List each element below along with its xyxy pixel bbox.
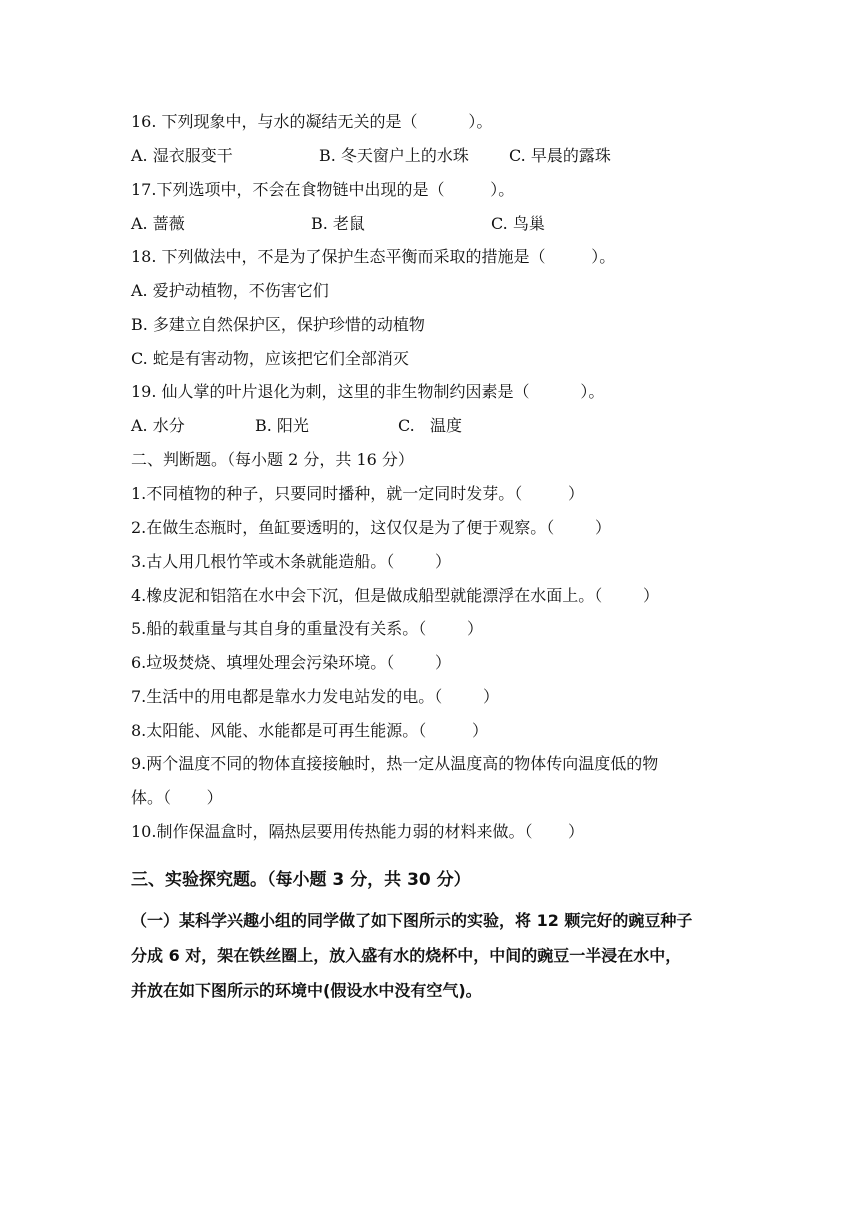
judge-item: 8.太阳能、风能、水能都是可再生能源。（ ） bbox=[131, 721, 489, 740]
q18-option-b: B. 多建立自然保护区，保护珍惜的动植物 bbox=[131, 315, 425, 334]
judge-item: 1.不同植物的种子，只要同时播种，就一定同时发芽。（ ） bbox=[131, 484, 585, 503]
q19-option-a: A. 水分 bbox=[131, 416, 185, 435]
judge-item: 2.在做生态瓶时，鱼缸要透明的，这仅仅是为了便于观察。（ ） bbox=[131, 518, 611, 537]
q16-option-c: C. 早晨的露珠 bbox=[509, 146, 611, 165]
q19-option-b: B. 阳光 bbox=[255, 416, 309, 435]
judge-item: 7.生活中的用电都是靠水力发电站发的电。（ ） bbox=[131, 687, 499, 706]
judge-item: 4.橡皮泥和铝箔在水中会下沉，但是做成船型就能漂浮在水面上。（ ） bbox=[131, 586, 659, 605]
section3-title: 三、实验探究题。（每小题 3 分，共 30 分） bbox=[131, 870, 471, 890]
judge-item: 10.制作保温盒时，隔热层要用传热能力弱的材料来做。（ ） bbox=[131, 822, 585, 841]
q19-option-c: C. 温度 bbox=[398, 416, 463, 435]
section3-intro-line: 并放在如下图所示的环境中(假设水中没有空气)。 bbox=[131, 981, 482, 1000]
judge-item-continuation: 体。（ ） bbox=[131, 788, 223, 807]
q17-option-a: A. 蔷薇 bbox=[131, 214, 185, 233]
judge-item: 3.古人用几根竹竿或木条就能造船。（ ） bbox=[131, 552, 451, 571]
q18-option-a: A. 爱护动植物，不伤害它们 bbox=[131, 281, 329, 300]
judge-item: 5.船的载重量与其自身的重量没有关系。（ ） bbox=[131, 619, 483, 638]
judge-item: 9.两个温度不同的物体直接接触时，热一定从温度高的物体传向温度低的物 bbox=[131, 754, 659, 773]
q17-option-b: B. 老鼠 bbox=[311, 214, 365, 233]
q17-stem: 17.下列选项中，不会在食物链中出现的是（ ）。 bbox=[131, 180, 515, 199]
q16-stem: 16. 下列现象中，与水的凝结无关的是（ ）。 bbox=[131, 112, 493, 131]
section2-title: 二、判断题。（每小题 2 分，共 16 分） bbox=[131, 450, 414, 469]
q16-option-a: A. 湿衣服变干 bbox=[131, 146, 233, 165]
section3-intro-line: 分成 6 对，架在铁丝圈上，放入盛有水的烧杯中，中间的豌豆一半浸在水中， bbox=[131, 946, 682, 965]
q19-stem: 19. 仙人掌的叶片退化为刺，这里的非生物制约因素是（ ）。 bbox=[131, 382, 605, 401]
q17-option-c: C. 鸟巢 bbox=[491, 214, 545, 233]
q18-stem: 18. 下列做法中，不是为了保护生态平衡而采取的措施是（ ）。 bbox=[131, 247, 616, 266]
q18-option-c: C. 蛇是有害动物，应该把它们全部消灭 bbox=[131, 349, 409, 368]
q16-option-b: B. 冬天窗户上的水珠 bbox=[319, 146, 469, 165]
judge-item: 6.垃圾焚烧、填埋处理会污染环境。（ ） bbox=[131, 653, 451, 672]
section3-intro-line: （一）某科学兴趣小组的同学做了如下图所示的实验，将 12 颗完好的豌豆种子 bbox=[131, 911, 693, 930]
